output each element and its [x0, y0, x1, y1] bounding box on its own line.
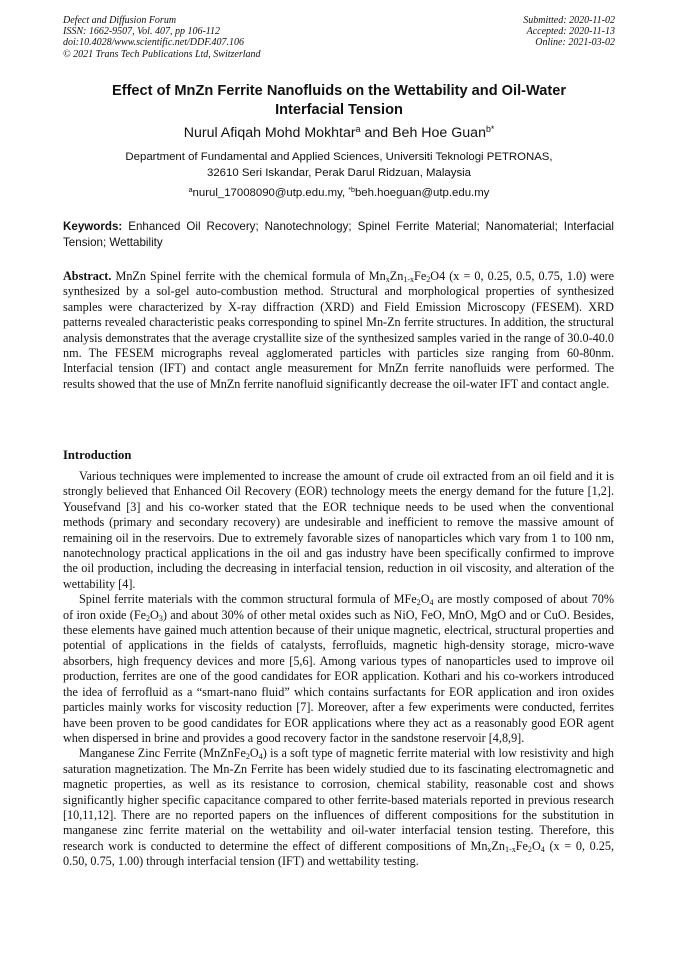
subscript: 4: [429, 598, 434, 608]
subscript: 2: [146, 613, 151, 623]
affiliation-line-2: 32610 Seri Iskandar, Perak Darul Ridzuan, Malaysia: [206, 166, 472, 179]
abstract-text: Fe: [414, 269, 427, 283]
abstract-label: Abstract.: [63, 269, 112, 283]
abstract-text: O4 (x = 0, 0.25, 0.5, 0.75, 1.0) were synthesized by a sol-gel auto-combustion method. Structural and morphological properties of synthesized samples were characterized by X-ray diffraction (XRD) and Field Emission Microscopy (FESEM). XRD patterns revealed characteristic peaks corresponding to spinel Mn-Zn ferrite structures. In addition, the structural analysis demonstrates that the average crystallite size of the synthesized samples varied in the range of 30.0-40.0 nm. The FESEM micrographs reveal agglomerated particles with particles size ranging from 60-80nm. Interfacial tension (IFT) and contact angle measurement for MnZn ferrite nanofluids were performed. The results showed that the use of MnZn ferrite nanofluid significantly decrease the oil-water IFT and contact angle.: [63, 269, 614, 391]
paragraph-text: ) is a soft type of magnetic ferrite material with low resistivity and high saturation magnetization. The Mn-Zn Ferrite has been widely studied due to its fascinating electromagnetic and magnetic properties, as well as its resistance to corrosion, chemical stability, reasonable cost and shows significantly higher specific capacitance compared to other ferrite-based materials reported in previous research [10,11,12]. There are no reported papers on the influences of different compositions for the substitution in manganese zinc ferrite material on the wettability and oil-water interfacial tension testing. Therefore, this research work is conducted to determine the effect of different compositions of Mn: [63, 746, 614, 853]
subscript: 4: [540, 844, 545, 854]
journal-name: Defect and Diffusion Forum: [63, 15, 177, 26]
subscript: 3: [158, 613, 163, 623]
subscript: 1-x: [403, 275, 415, 284]
author-2-mark: b*: [485, 124, 495, 135]
keywords: [63, 219, 614, 250]
paragraph-text: O: [531, 838, 541, 853]
introduction-body: [63, 469, 614, 870]
paragraph-text: Fe: [515, 838, 528, 853]
affiliation: [60, 150, 618, 181]
paragraph-text: O: [249, 746, 259, 761]
keywords-label: Keywords:: [63, 220, 123, 233]
paragraph-3: [63, 746, 614, 869]
paper-title: [60, 82, 618, 120]
author-1: Nurul Afiqah Mohd Mokhtar: [183, 125, 356, 141]
paragraph-2: [63, 592, 614, 746]
abstract: [63, 269, 614, 392]
section-heading-introduction: Introduction: [63, 448, 132, 462]
doi-line: doi:10.4028/www.scientific.net/DDF.407.106: [63, 37, 245, 49]
title-line-1: Effect of MnZn Ferrite Nanofluids on the Wettability and Oil-Water: [111, 83, 567, 99]
subscript: 4: [258, 752, 263, 762]
journal-info: [63, 15, 261, 60]
author-list: [60, 124, 618, 142]
keywords-text: Enhanced Oil Recovery; Nanotechnology; Spinel Ferrite Material; Nanomaterial; Interfacial Tension; Wettability: [63, 220, 614, 249]
email-1-mark: a: [188, 187, 193, 195]
submitted-date: Submitted: 2020-11-02: [523, 15, 615, 26]
affiliation-line-1: Department of Fundamental and Applied Sciences, Universiti Teknologi PETRONAS,: [125, 151, 553, 163]
paragraph-text: Manganese Zinc Ferrite (MnZnFe: [79, 746, 246, 761]
title-line-2: Interfacial Tension: [275, 102, 403, 118]
paragraph-1: Various techniques were implemented to increase the amount of crude oil extracted from an oil field and it is strongly believed that Enhanced Oil Recovery (EOR) technology meets the energy demand for the future [1,2]. Yousefvand [3] and his co-worker stated that the EOR technique needs to be used when the conventional methods (primary and secondary recovery) are undesirable and inefficient to remove the massive amount of remaining oil in the reservoirs. Due to extremely favorable sizes of nanoparticles which vary from 1 to 100 nm, nanotechnology practical applications in the oil and gas industry have been specifically confirmed to improve the oil production, including the decreasing in interfacial tension, reduction in oil viscosity, and alteration of the wettability [4].: [63, 469, 614, 591]
paragraph-text: (x = 0, 0.25, 0.50, 0.75, 1.00) through interfacial tension (IFT) and wettability testing.: [63, 838, 614, 869]
abstract-text: MnZn Spinel ferrite with the chemical formula of Mn: [111, 269, 386, 283]
author-1-mark: a: [355, 124, 361, 135]
abstract-text: Zn: [389, 269, 404, 283]
subscript: 2: [527, 844, 532, 854]
accepted-date: Accepted: 2020-11-13: [526, 26, 615, 38]
email-2-mark: *b: [348, 187, 355, 195]
online-date: Online: 2021-03-02: [535, 37, 615, 49]
copyright-line: © 2021 Trans Tech Publications Ltd, Switzerland: [63, 48, 261, 60]
issn-line: ISSN: 1662-9507, Vol. 407, pp 106-112: [63, 26, 221, 38]
paragraph-text: ) and about 30% of other metal oxides such as NiO, FeO, MnO, MgO and or CuO. Besides, these elements have gained much attention because of their unique magnetic, electrical, structural properties and potential of applications in the fields of catalysts, ferrofluids, magnetic high-density storage, micro-wave absorbers, high frequency devices and more [5,6]. Among various types of nanoparticles used to improve oil production, ferrites are one of the good candidates for EOR application. Kothari and his co-workers introduced the idea of ferrofluid as a “smart-nano fluid” which contains surfactants for EOR application and iron oxides particles mainly works for viscosity reduction [7]. Moreover, after a few experiments were conducted, ferrites have been proven to be good candidates for EOR applications where they act as a reasonably good EOR agent when dispersed in brine and provides a good recovery factor in the sandstone reservoir [4,8,9].: [63, 607, 615, 745]
email-1[interactable]: nurul_17008090@utp.edu.my,: [192, 187, 349, 199]
email-2[interactable]: beh.hoeguan@utp.edu.my: [354, 187, 490, 199]
paragraph-text: Spinel ferrite materials with the common structural formula of MFe: [79, 592, 417, 607]
subscript: 1-x: [505, 844, 516, 854]
subscript: 2: [426, 275, 431, 284]
subscript: 2: [245, 752, 250, 762]
paragraph-text: O: [150, 607, 159, 622]
subscript: x: [487, 844, 492, 854]
subscript: x: [385, 275, 390, 284]
paragraph-text: O: [420, 592, 430, 607]
author-separator: and: [360, 125, 393, 141]
author-2: Beh Hoe Guan: [392, 125, 486, 141]
subscript: 2: [416, 598, 421, 608]
email-line: [60, 186, 618, 201]
submission-dates: [523, 15, 615, 49]
paragraph-text: Zn: [491, 838, 505, 853]
paragraph-text: are mostly composed of about 70% of iron oxide (Fe: [63, 592, 614, 622]
